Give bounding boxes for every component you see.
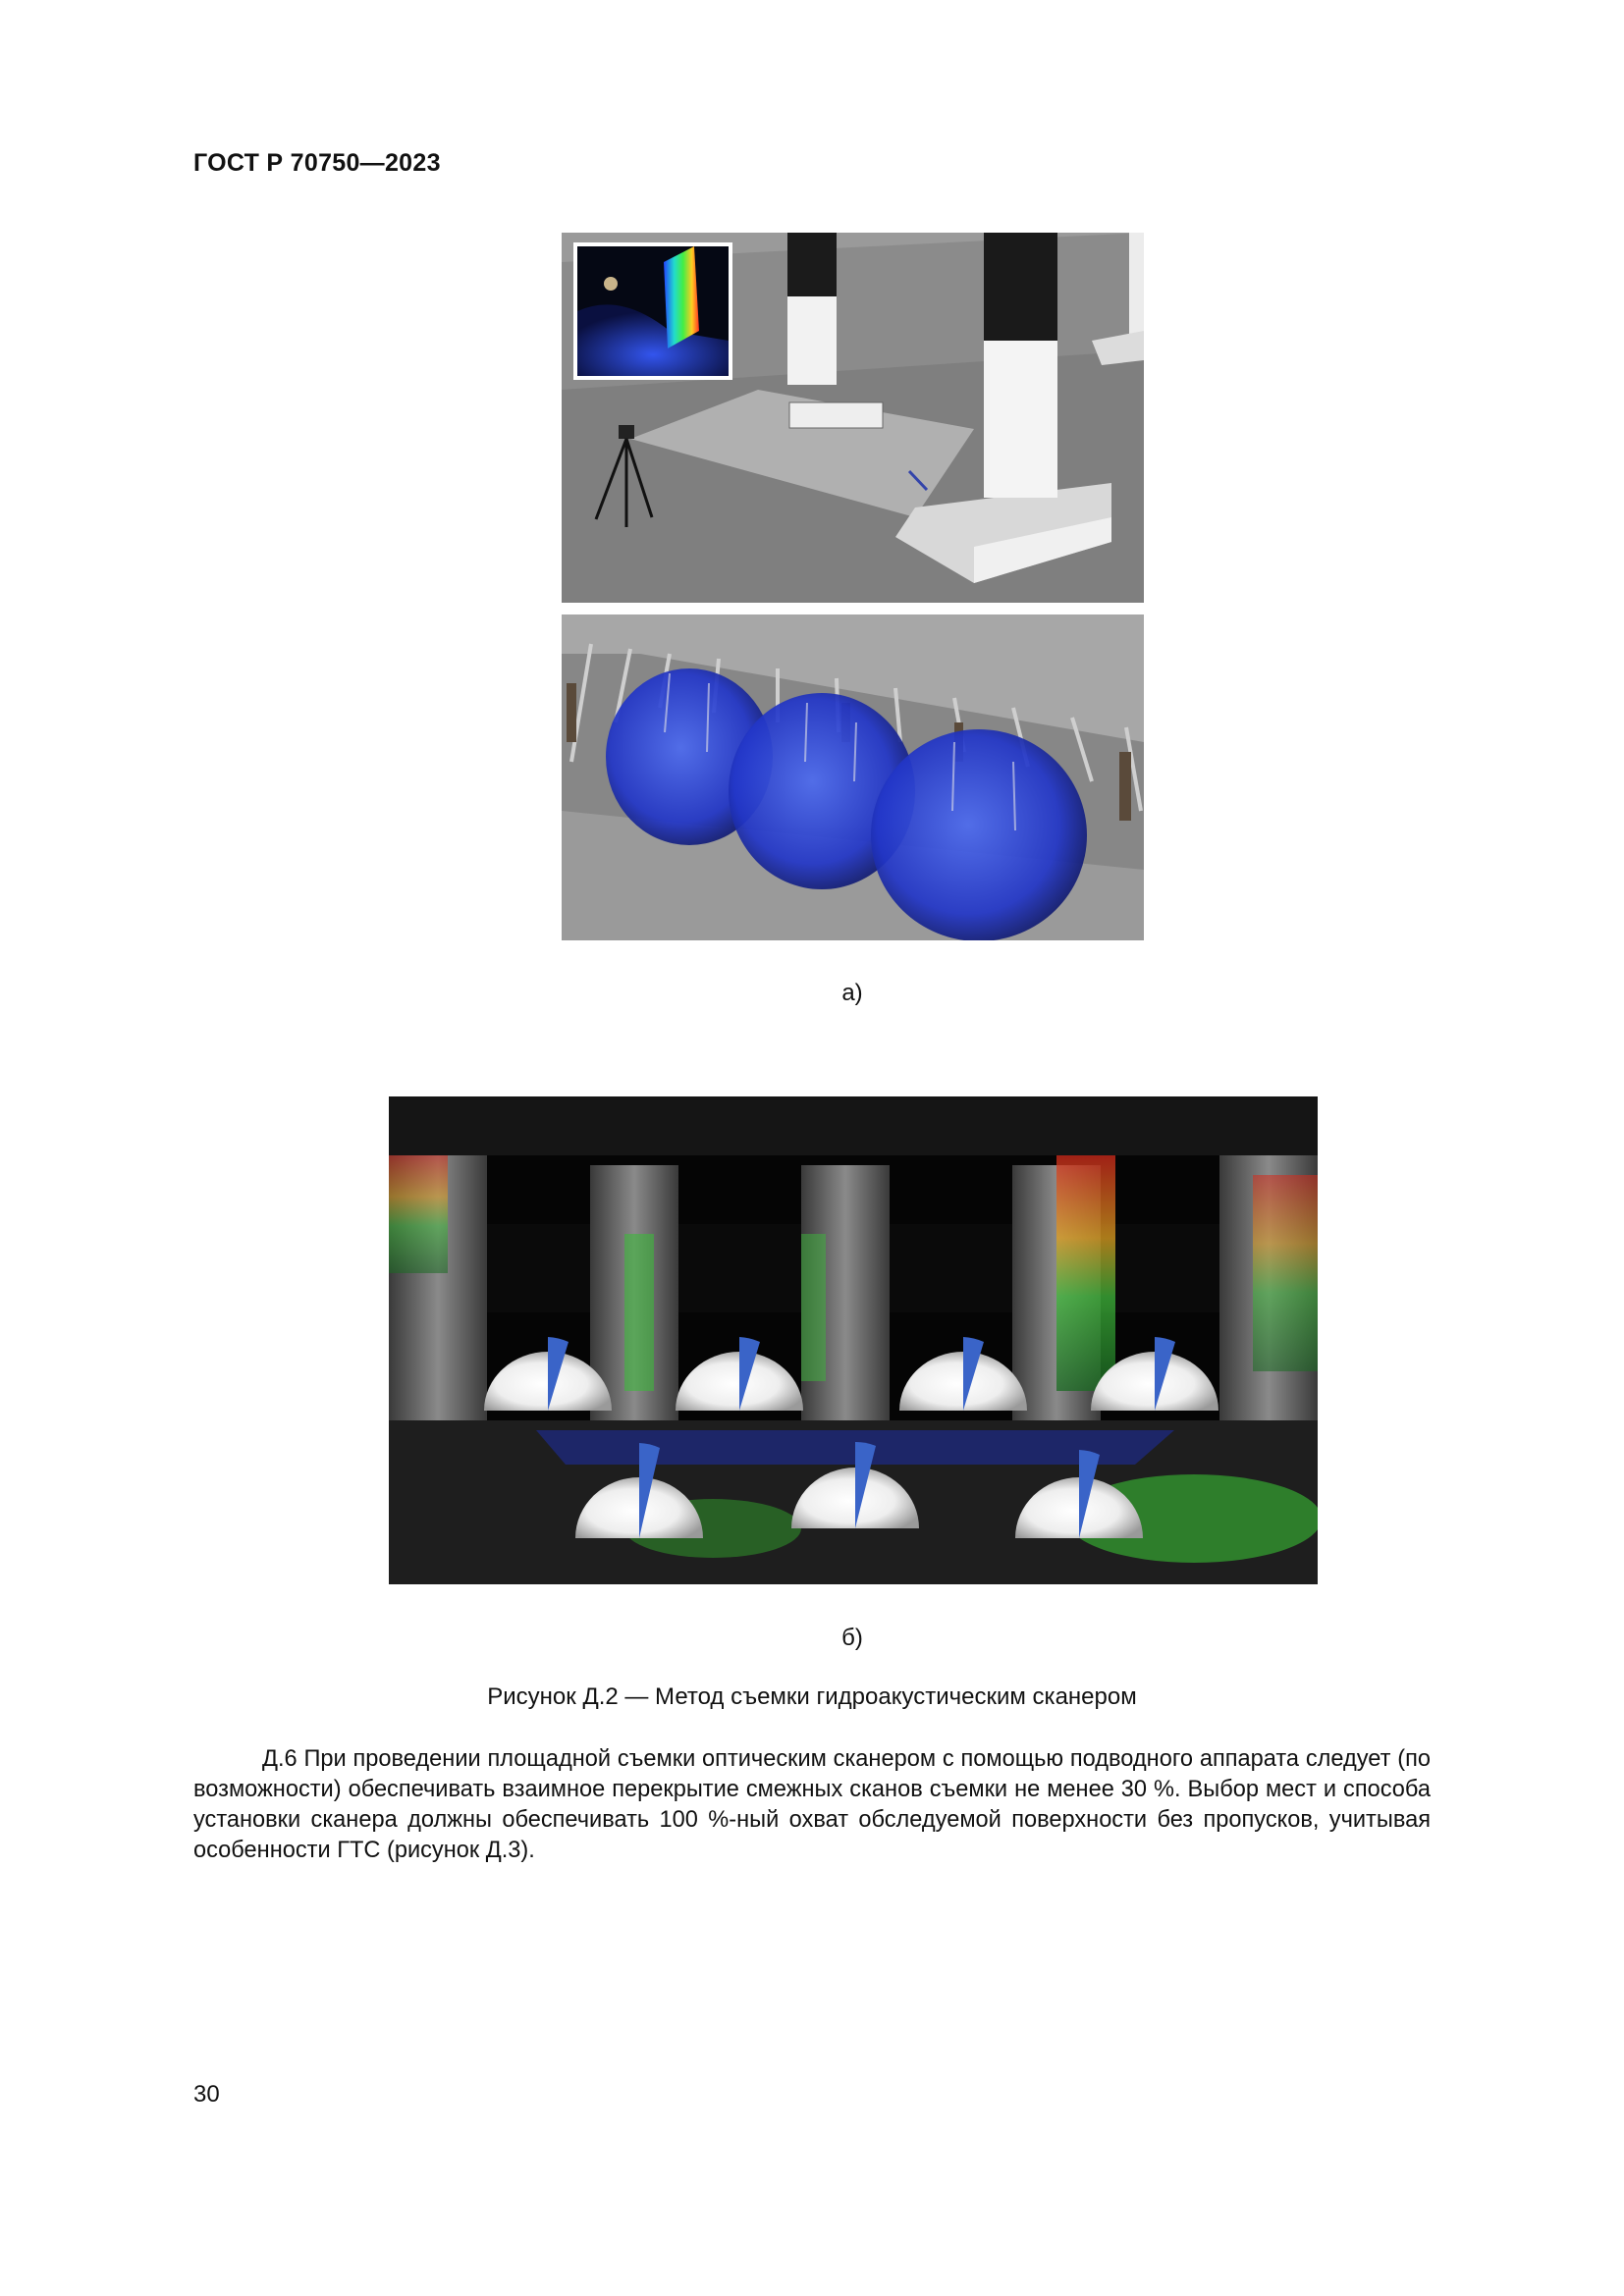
figure-a-label: а): [841, 980, 863, 1006]
page-number: 30: [193, 2081, 220, 2108]
figure-b-point-cloud-image: [389, 1096, 1318, 1584]
document-code: ГОСТ Р 70750—2023: [193, 149, 441, 177]
figure-b-label: б): [841, 1625, 863, 1651]
figure-a-coverage-spheres-image: [562, 614, 1144, 940]
figure-caption: Рисунок Д.2 — Метод съемки гидроакустическим сканером: [487, 1683, 1137, 1710]
figure-a-scanner-scene-image: [562, 233, 1144, 603]
body-paragraph: Д.6 При проведении площадной съемки оптическим сканером с помощью подводного аппарата следует (по возможности) обеспечивать взаимное перекрытие смежных сканов съемки не менее 30 %. Выбор мест и способа установки сканера должны обеспечивать 100 %-ный охват обследуемой поверхности без пропусков, учитывая особенности ГТС (рисунок Д.3).: [193, 1746, 1431, 1863]
